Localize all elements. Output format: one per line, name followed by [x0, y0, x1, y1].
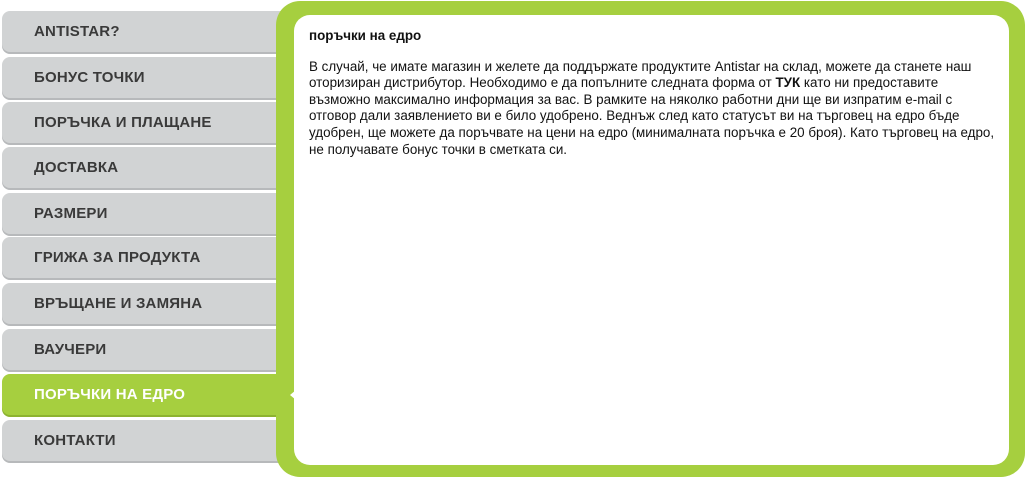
- sidebar-item-label: ПОРЪЧКА И ПЛАЩАНЕ: [34, 114, 212, 131]
- sidebar-item-label: ANTISTAR?: [34, 23, 120, 40]
- active-item-pointer: [270, 379, 290, 411]
- sidebar-item-label: ПОРЪЧКИ НА ЕДРО: [34, 386, 186, 403]
- active-item-pointer-inner: [290, 385, 302, 405]
- sidebar-item-contacts[interactable]: [2, 420, 292, 461]
- sidebar-item-delivery[interactable]: [2, 147, 292, 188]
- wholesale-description: [309, 59, 999, 159]
- page-title: поръчки на едро: [309, 28, 422, 43]
- sidebar-item-returns[interactable]: [2, 283, 292, 324]
- sidebar-item-sizes[interactable]: [2, 193, 292, 234]
- sidebar-item-label: ГРИЖА ЗА ПРОДУКТА: [34, 249, 201, 266]
- sidebar-item-antistar[interactable]: [2, 11, 292, 52]
- sidebar-item-vouchers[interactable]: [2, 329, 292, 370]
- sidebar-item-label: БОНУС ТОЧКИ: [34, 69, 145, 86]
- sidebar-item-bonus-points[interactable]: [2, 57, 292, 98]
- sidebar-item-label: ВАУЧЕРИ: [34, 341, 107, 358]
- sidebar-nav: [0, 0, 300, 479]
- description-text-start: В случай, че имате магазин и желете да поддържате продуктите Antistar на склад, можете да станете наш оторизиран дистрибутор. Необходимо е да попълните следната форма от: [309, 58, 972, 91]
- form-link[interactable]: ТУК: [775, 75, 801, 91]
- content-body: [309, 28, 999, 158]
- sidebar-item-wholesale[interactable]: [2, 374, 292, 415]
- description-text-end: като ни предоставите възможно максимално информация за вас. В рамките на няколко работни дни ще ви изпратим e-mail с отговор дали заявлението ви е било удобрено. Веднъж след като статусът ви на търговец на едро бъде удобрен, ще можете да поръчвате на цени на едро (минималната поръчка е 20 броя). Като търговец на едро, не получавате бонус точки в сметката си.: [309, 75, 995, 157]
- sidebar-item-product-care[interactable]: [2, 237, 292, 278]
- sidebar-item-order-payment[interactable]: [2, 102, 292, 143]
- sidebar-item-label: РАЗМЕРИ: [34, 205, 108, 222]
- sidebar-item-label: ВРЪЩАНЕ И ЗАМЯНА: [34, 295, 203, 312]
- sidebar-item-label: ДОСТАВКА: [34, 159, 119, 176]
- sidebar-item-label: КОНТАКТИ: [34, 432, 116, 449]
